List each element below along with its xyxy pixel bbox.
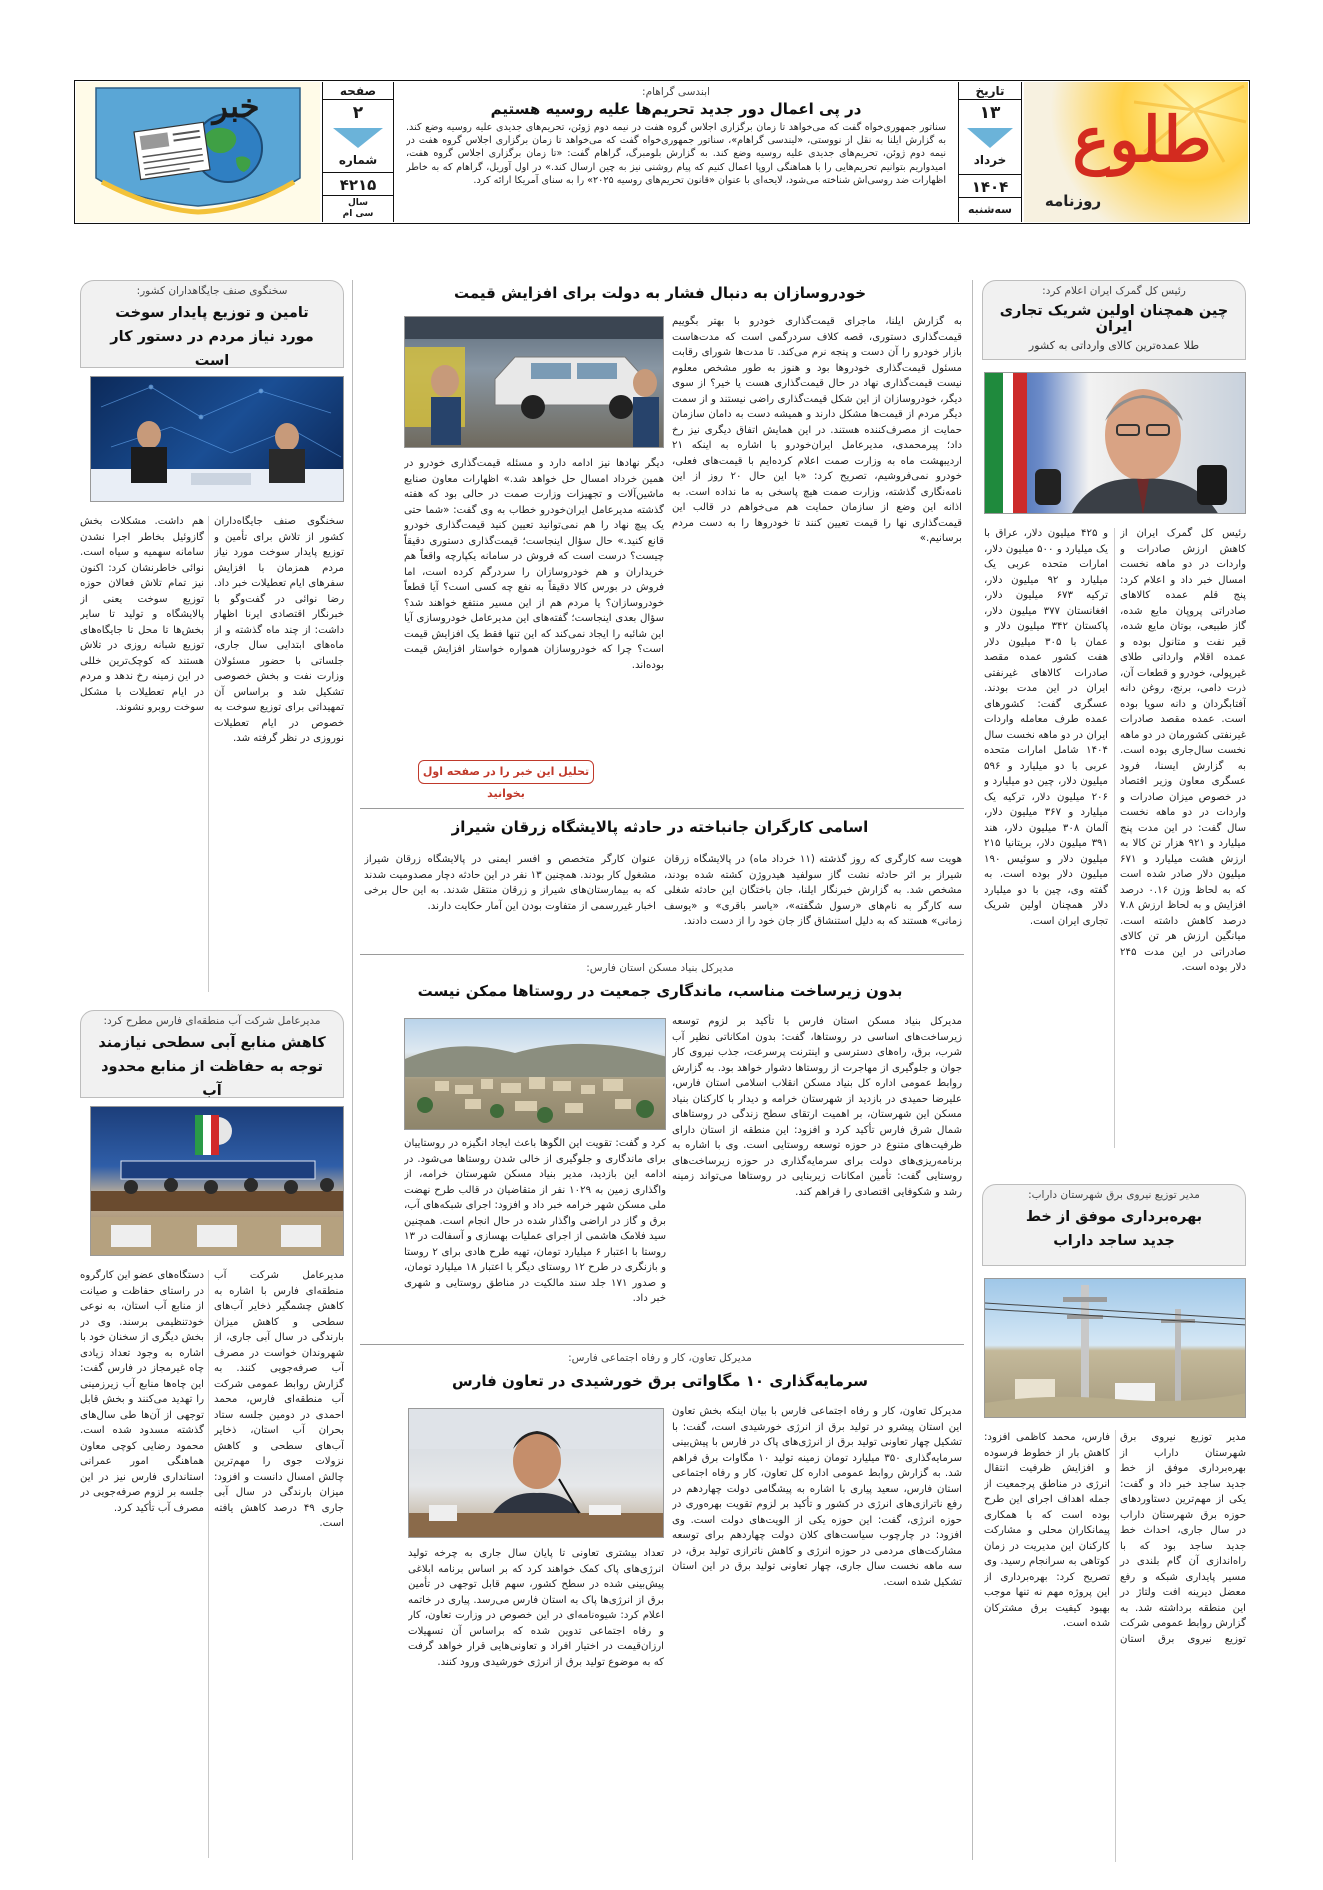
headline-box bbox=[80, 280, 344, 368]
article-body: مدیرعامل شرکت آب منطقه‌ای فارس با اشاره به کاهش چشمگیر ذخایر آب‌های سطحی و کاهش میزان بارندگی در سال آبی جاری، از شهروندان خواست در مصرف آب صرفه‌جویی کنند. به گزارش روابط عمومی شرکت آب منطقه‌ای فارس، محمد احمدی در دومین جلسه ستاد بحران آب استان، ذخایر آب‌های سطحی و کاهش نزولات جوی را مهم‌ترین چالش امسال دانست و افزود: میزان بارندگی در سال آبی جاری ۴۹ درصد کاهش یافته است. bbox=[214, 1270, 344, 1529]
article-subtitle: طلا عمده‌ترین کالای وارداتی به کشور bbox=[1028, 339, 1200, 352]
chevron-down-icon bbox=[959, 126, 1021, 150]
column-divider bbox=[208, 516, 209, 992]
lead-story bbox=[396, 82, 956, 222]
article-kicker: رئیس کل گمرک ایران اعلام کرد: bbox=[1042, 285, 1186, 297]
section-divider bbox=[360, 808, 964, 809]
official-photo bbox=[984, 372, 1246, 514]
issue-number: ۴۲۱۵ bbox=[323, 172, 393, 196]
date-year: ۱۴۰۴ bbox=[959, 174, 1021, 198]
article-kicker: مدیرکل بنیاد مسکن استان فارس: bbox=[586, 962, 734, 974]
section-badge-label: خبر bbox=[212, 87, 260, 125]
date-day: ۱۳ bbox=[979, 103, 1001, 123]
article-body: تعداد بیشتری تعاونی تا پایان سال جاری به چرخه تولید انرژی‌های پاک کمک خواهند کرد که بر اساس برنامه ابلاغی پیش‌بینی شده در سطح کشور، سهم قابل توجهی در تأمین برق از انرژی‌ها پاک به استان فارس می‌رسد. پیاری در خاتمه اعلام کرد: شیوه‌نامه‌ای در این خصوص در وزارت تعاون، کار و رفاه اجتماعی تدوین شده که براساس آن تسهیلات ارزان‌قیمت در اختیار افراد و تعاونی‌هایی قرار خواهد گرفت که به موضوع تولید برق از انرژی خورشیدی ورود کنند. bbox=[408, 1548, 664, 1668]
village-landscape-icon bbox=[405, 1019, 666, 1130]
factory-photo bbox=[404, 316, 664, 448]
year-label: سال bbox=[347, 198, 369, 208]
logo-word: طلوع bbox=[1072, 103, 1212, 176]
powerline-photo bbox=[984, 1278, 1246, 1418]
tv-interview-icon bbox=[91, 377, 344, 502]
page-number: ۲ bbox=[352, 103, 364, 123]
article-title[interactable]: بهره‌برداری موفق از خط جدید ساجد داراب bbox=[1025, 1209, 1203, 1249]
official-photo bbox=[408, 1408, 664, 1538]
date-month: خرداد bbox=[973, 153, 1007, 167]
article-body: هم داشت. مشکلات بخش گازوئیل بخاطر اجرا نشدن سامانه سهمیه و سیاه است. نوائی خاطرنشان کرد: اکنون نیز تمام تلاش فعالان حوزه توزیع سوخت یعنی از پالایشگاه و تولید تا سایر بخش‌ها تا محل تا جایگاه‌های توزیع شبانه روزی در تلاش هستند که کوچک‌ترین خللی در این زمینه رخ ندهد و مردم در ایام تعطیلات با مشکل سوخت روبرو نشوند. bbox=[80, 516, 204, 713]
column-divider bbox=[208, 1270, 209, 1858]
article-body: مدیرکل بنیاد مسکن استان فارس با تأکید بر لزوم توسعه زیرساخت‌های اساسی در روستاها، گفت: بدون امکاناتی نظیر آب شرب، برق، راه‌های دسترسی و اینترنت پرسرعت، جذب نیروی کار جوان و جلوگیری از مهاجرت از روستاها دشوار خواهد بود. به گزارش روابط عمومی اداره کل بنیاد مسکن انقلاب اسلامی استان فارس، علیرضا حمیدی در بازدید از شهرستان خرامه و دیدار با کارکنان بنیاد مسکن این شهرستان، بر اهمیت ارتقای سطح زندگی در روستاهای شمال شرق فارس تأکید کرد و افزود: این منطقه از استان دارای ظرفیت‌های متنوع در حوزه توسعه روستایی است. وی با اشاره به برنامه‌ریزی‌های دولت برای سرمایه‌گذاری در حوزه زیرساخت‌های روستایی گفت: تأمین امکانات زیربنایی در روستاها می‌تواند زمینه رشد و شکوفایی اقتصادی را فراهم کند. bbox=[672, 1016, 962, 1198]
section-divider bbox=[360, 1344, 964, 1345]
lead-kicker: ابندسی گراهام: bbox=[642, 86, 710, 98]
article-title[interactable]: اسامی کارگران جانباخته در حادثه پالایشگاه زرقان شیراز bbox=[451, 818, 869, 836]
lead-body: سناتور جمهوری‌خواه گفت که می‌خواهد تا زمان برگزاری اجلاس گروه هفت در نیمه دوم ژوئن، تحریم‌های جدیدی علیه روسیه وضع کند. به گزارش ایلنا به نقل از نووستی، «لیندسی گراهام»، سناتور جمهوری‌خواه گفت که می‌خواهد تا زمان برگزاری اجلاس گروه هفت در نیمه دوم ژوئن، تحریم‌های جدیدی علیه روسیه وضع کند. به گزارش بلومبرگ، گراهام گفت: «تا زمان برگزاری اجلاس گروه هفت، امیدواریم بتوانیم تحریم‌هایی را با هماهنگی اروپا اعمال کنیم که پیام روشنی نیز به چین ارسال کند.» در اول آوریل، گراهام که به خاطر اظهارات ضد روسی‌اش شناخته می‌شود، لایحه‌ای با عنوان «قانون تحریم‌های روسیه ۲۰۲۵» را به سنای آمریکا ارائه کرد. bbox=[406, 122, 946, 186]
conference-hall-icon bbox=[91, 1107, 344, 1256]
article-body: دستگاه‌های عضو این کارگروه در راستای حفاظت و صیانت از منابع آب استان، به نوعی خودتنظیمی برسند. وی در بخش دیگری از سخنان خود با اشاره به وجود تعداد زیادی چاه غیرمجاز در فارس گفت: این چاه‌ها منابع آب زیرزمینی را تهدید می‌کنند و بخش قابل توجهی از آن‌ها طی سال‌های گذشته مسدود شده است. محمود رضایی کوچی معاون هماهنگی امور عمرانی استانداری فارس نیز در این جلسه بر لزوم صرفه‌جویی در مصرف آب تأکید کرد. bbox=[80, 1270, 204, 1514]
column-divider bbox=[352, 280, 353, 1860]
chevron-down-icon bbox=[323, 126, 393, 150]
speaker-at-desk-icon bbox=[409, 1409, 664, 1538]
article-title[interactable]: چین همچنان اولین شریک تجاری ایران bbox=[999, 303, 1229, 335]
article-body: به گزارش ایلنا، ماجرای قیمت‌گذاری خودرو با بهتر بگوییم قیمت‌گذاری دستوری، قصه کلاف سردرگمی است که مدت‌هاست بازار خودرو را آن دست و پنجه نرم می‌کند. تا مدت‌ها شورای رقابت مسئول قیمت‌گذاری خودروها بود و هنوز به طور مشخص معلوم نیست قیمت‌گذاری نهاد در حال قیمت‌گذاری هست یا خیر؟ از سوی دیگر، خودروسازان از این شکل قیمت‌گذاری راضی نیستند و از سمت دیگر مردم از قیمت‌ها مشکل دارند و همیشه دست به دامان سازمان حمایت از مصرف‌کننده هستند. در این همایش اتفاق دیگری نیز رخ داد؛ پیرمحمدی، مدیرعامل ایران‌خودرو با اشاره به اینکه ۲۱ اردیبهشت ماه به وزارت صمت اعلام کرده‌ایم با قیمت‌های فعلی، خودرو نمی‌فروشیم، تصریح کرد: «با این حال ۲۰ روز از این نامه‌نگاری گذشته، وزارت صمت هیچ پاسخی به ما نداده است. به اذانه این وضع از سازمان حمایت هم می‌خواهم در قالب این قیمت‌گذاری نها را قیمت تعیین کنند تا خودروها را به دست مردم برسانیم.» bbox=[672, 316, 962, 544]
article-title[interactable]: خودروسازان به دنبال فشار به دولت برای افزایش قیمت bbox=[453, 284, 867, 302]
article-body-col2: و ۴۲۵ میلیون دلار، عراق با یک میلیارد و ۵۰۰ میلیون دلار، امارات متحده عربی یک میلیارد و ۹۲ میلیون دلار، ترکیه ۶۷۳ میلیون دلار، افغانستان ۳۷۷ میلیون دلار، پاکستان ۳۴۲ میلیون دلار و عمان با ۳۰۵ میلیون دلار هفت کشور عمده مقصد صادرات کالاهای غیرنفتی ایران در این مدت بودند. عسگری گفت: کشورهای عمده طرف معامله واردات ایران در دو ماهه نخست سال ۱۴۰۴ شامل امارات متحده عربی با دو میلیارد و ۵۹۶ میلیون دلار، چین دو میلیارد و ۲۰۶ میلیون دلار، ترکیه یک میلیارد و ۳۶۷ میلیون دلار، آلمان ۳۰۸ میلیون دلار، هند ۳۹۱ میلیون دلار، بریتانیا ۲۱۵ میلیون دلار و سوئیس ۱۹۰ میلیون دلار بوده است. به گفته وی، چین با دو میلیارد دلار همچنان اولین شریک تجاری ایران است. bbox=[984, 528, 1108, 927]
car-assembly-icon bbox=[405, 317, 664, 448]
year-value: سی ام bbox=[342, 209, 374, 219]
section-divider bbox=[360, 954, 964, 955]
headline-box bbox=[982, 280, 1246, 360]
column-divider bbox=[972, 280, 973, 1860]
article-body: هویت سه کارگری که روز گذشته (۱۱ خرداد ماه) در پالایشگاه زرقان شیراز بر اثر حادثه نشت گاز سولفید هیدروژن کشته شده بودند، مشخص شد. به گزارش خبرنگار ایلنا، جان باختگان این حادثه شغلی سه کارگر به نام‌های «رسول شگفته»، «یاسر باقری» و «یوسف زمانی» هستند که به دلیل استنشاق گاز جان خود را از دست دادند. bbox=[664, 854, 962, 927]
article-title[interactable]: کاهش منابع آبی سطحی نیازمند توجه به حفاظت از منابع محدود آب bbox=[98, 1035, 326, 1099]
logo-subtitle: روزنامه bbox=[1044, 192, 1102, 210]
date-block bbox=[958, 82, 1022, 222]
village-photo bbox=[404, 1018, 666, 1130]
newspaper-logo[interactable] bbox=[1024, 82, 1248, 222]
article-title[interactable]: بدون زیرساخت مناسب، ماندگاری جمعیت در روستاها ممکن نیست bbox=[417, 982, 903, 1000]
article-kicker: سخنگوی صنف جایگاهداران کشور: bbox=[136, 285, 288, 297]
issue-label: شماره bbox=[338, 153, 378, 167]
article-kicker: مدیر توزیع نیروی برق شهرستان داراب: bbox=[1028, 1189, 1200, 1201]
person-portrait-icon bbox=[985, 373, 1246, 514]
section-badge bbox=[76, 82, 320, 222]
article-body: عنوان کارگر متخصص و افسر ایمنی در پالایشگاه زرقان شیراز مشغول کار بودند. همچنین ۱۳ نفر در این حادثه دچار مصدومیت شدند که به بیمارستان‌های شیراز و زرقان منتقل شدند. به این حال برخی اخبار غیررسمی از متفاوت بودن این آمار حکایت دارند. bbox=[364, 854, 656, 912]
page-block bbox=[322, 82, 394, 222]
article-title[interactable]: تامین و توزیع پایدار سوخت مورد نیاز مردم در دستور کار است bbox=[110, 305, 314, 369]
power-pole-icon bbox=[985, 1279, 1246, 1418]
article-body: مدیر توزیع نیروی برق شهرستان داراب از بهره‌برداری موفق از خط جدید ساجد خبر داد و گفت: یکی از مهم‌ترین دستاوردهای حوزه برق شهرستان داراب در سال جاری، احداث خط جدید ساجد بود که با راه‌اندازی آن گام بلندی در مسیر پایداری شبکه و رفع معضل دیرینه افت ولتاژ در این منطقه برداشته شد. به گزارش روابط عمومی شرکت توزیع نیروی برق استان فارس، محمد کاظمی افزود: کاهش بار از خطوط فرسوده و افزایش ظرفیت انتقال انرژی در مناطق پرجمعیت از جمله اهداف اجرای این طرح بوده است که با همکاری پیمانکاران محلی و مشارکت کارکنان این مدیریت در زمان کوتاهی به سرانجام رسید. وی تصریح کرد: بهره‌برداری از این پروژه مهم نه تنها موجب بهبود کیفیت برق مشترکان شده است. bbox=[984, 1432, 1246, 1645]
column-divider bbox=[1114, 528, 1115, 1148]
headline-box bbox=[982, 1184, 1246, 1266]
article-body: سخنگوی صنف جایگاه‌داران کشور از تلاش برای تأمین و توزیع پایدار سوخت مورد نیاز مردم همزمان با افزایش سفرهای ایام تعطیلات خبر داد. رضا نوائی در گفت‌وگو با خبرنگار اقتصادی ایرنا اظهار داشت: از چند ماه گذشته و از ماه‌های ابتدایی سال جاری، جلساتی با حضور مسئولان وزارت نفت و بخش خصوصی تشکیل شد و براساس آن تمهیداتی برای توزیع سوخت به خصوص در ایام تعطیلات نوروزی در نظر گرفته شد. bbox=[214, 516, 344, 744]
date-weekday: سه‌شنبه bbox=[968, 203, 1012, 216]
read-analysis-link[interactable]: تحلیل این خبر را در صفحه اول بخوانید bbox=[418, 760, 594, 784]
article-body: کرد و گفت: تقویت این الگوها باعث ایجاد انگیزه در روستاییان برای ماندگاری و جلوگیری از خالی شدن روستاها می‌شود. در ادامه این بازدید، مدیر بنیاد مسکن شهرستان خرامه، از واگذاری زمین به ۱۰۲۹ نفر از متقاضیان در قالب طرح نهضت ملی مسکن شهر خرامه خبر داد و افزود: اجرای شبکه‌های آب، برق و گاز در اراضی واگذار شده در حال انجام است. همچنین سید فلامک هاشمی از اجرای عملیات بهسازی و آسفالت در ۱۳ روستا با اعتبار ۶ میلیارد تومان، تهیه طرح هادی برای ۲ روستا و بازنگری در طرح ۱۲ روستای دیگر با اعتبار ۱۸ میلیارد تومان، و صدور ۱۷۱ جلد سند مالکیت در مناطق روستایی و شهری خبر داد. bbox=[404, 1138, 666, 1304]
headline-box bbox=[80, 1010, 344, 1098]
tv-studio-photo bbox=[90, 376, 344, 502]
article-kicker: مدیرعامل شرکت آب منطقه‌ای فارس مطرح کرد: bbox=[103, 1015, 321, 1027]
page-label: صفحه bbox=[323, 82, 393, 100]
article-body: دیگر نهادها نیز ادامه دارد و مسئله قیمت‌گذاری خودرو در همین خرداد امسال حل خواهد شد.» اظهارات معاون صنایع ماشین‌آلات و تجهیزات وزارت صمت در حالی بود که هفته گذشته مدیرعامل ایران‌خودرو خطاب به وی گفت: «شما حتی یک پیچ نهاد را هم نمی‌توانید تعیین کنید قیمت‌گذاری خودرو قانع کنید.» حال سؤال اینجاست؛ قیمت‌گذاری دستوری دقیقاً چیست؟ درست است که فروش در سامانه یکپارچه واقعاً هم خریداران و هم خودروسازان را سردرگم کرده است، اما فروش در بورس کالا دقیقاً به نفع چه کسی است؟ آیا قطعاً خودروسازان؟ یا مردم هم از این مسیر منتفع خواهند شد؟ سؤال بعدی اینجاست؛ گفته‌های این مدیرعامل خودروسازی آیا این شائبه را ایجاد نمی‌کند که این تنها فقط یک افزایش قیمت است؟ چرا که خودروسازان همواره خواستار افزایش قیمت بوده‌اند. bbox=[404, 458, 664, 671]
lead-title[interactable]: در پی اعمال دور جدید تحریم‌ها علیه روسیه هستیم bbox=[490, 100, 862, 118]
article-body: مدیرکل تعاون، کار و رفاه اجتماعی فارس با بیان اینکه بخش تعاون این استان پیشرو در تولید برق از انرژی خورشیدی است، گفت: با تشکیل چهار تعاونی تولید برق از انرژی‌های پاک در فارس با پیش‌بینی سرمایه‌گذاری ۳۵۰ میلیارد تومان زمینه تولید ۱۰ مگاوات برق فراهم شد. به گزارش روابط عمومی اداره کل تعاون، کار و رفاه اجتماعی استان فارس، سعید پیاری با اشاره به پیشگامی دولت چهاردهم در رفع ناترازی‌های انرژی در کشور و تأکید بر لزوم تقویت بهره‌وری در حوزه انرژی، گفت: این حوزه یکی از الویت‌های دولت است. وی افزود: در چارچوب سیاست‌های کلان دولت چهاردهم برای توسعه مشارکت‌های مردمی در حوزه انرژی و کاهش ناترازی تولید برق، در سه ماهه نخست سال جاری، چهار تعاونی تولید برق در این استان تشکیل شده است. bbox=[672, 1406, 962, 1588]
date-label: تاریخ bbox=[959, 82, 1021, 100]
meeting-photo bbox=[90, 1106, 344, 1256]
article-title[interactable]: سرمایه‌گذاری ۱۰ مگاواتی برق خورشیدی در تعاون فارس bbox=[452, 1372, 868, 1390]
article-body-col1: رئیس کل گمرک ایران از کاهش ارزش صادرات و واردات در دو ماهه نخست امسال خبر داد و اعلام کرد: پنج قلم عمده کالاهای صادراتی پروپان مایع شده، گاز طبیعی، بوتان مایع شده، قیر نفت و متانول بوده و عمده اقلام وارداتی طلای غیرپولی، خودرو و قطعات آن، ذرت دامی، برنج، روغن دانه آفتابگردان و دانه سویا بوده است. عمده مقصد صادرات غیرنفتی کشورمان در دو ماهه نخست سال‌جاری بوده است. به گزارش ایسنا، فرود عسگری معاون وزیر اقتصاد در خصوص میزان صادرات و واردات در دو ماهه نخست سال گفت: در این مدت پنج میلیارد و ۹۲۱ هزار تن کالا به ارزش هشت میلیارد و ۶۷۱ میلیون دلار صادر شده است که به لحاظ وزن ۰.۱۶ درصد افزایش و به لحاظ ارزش ۷.۸ درصد کاهش داشته است. میانگین ارزش هر تن کالای صادراتی در این مدت ۲۴۵ دلار بوده است. bbox=[1120, 528, 1246, 973]
article-kicker: مدیرکل تعاون، کار و رفاه اجتماعی فارس: bbox=[568, 1352, 752, 1364]
